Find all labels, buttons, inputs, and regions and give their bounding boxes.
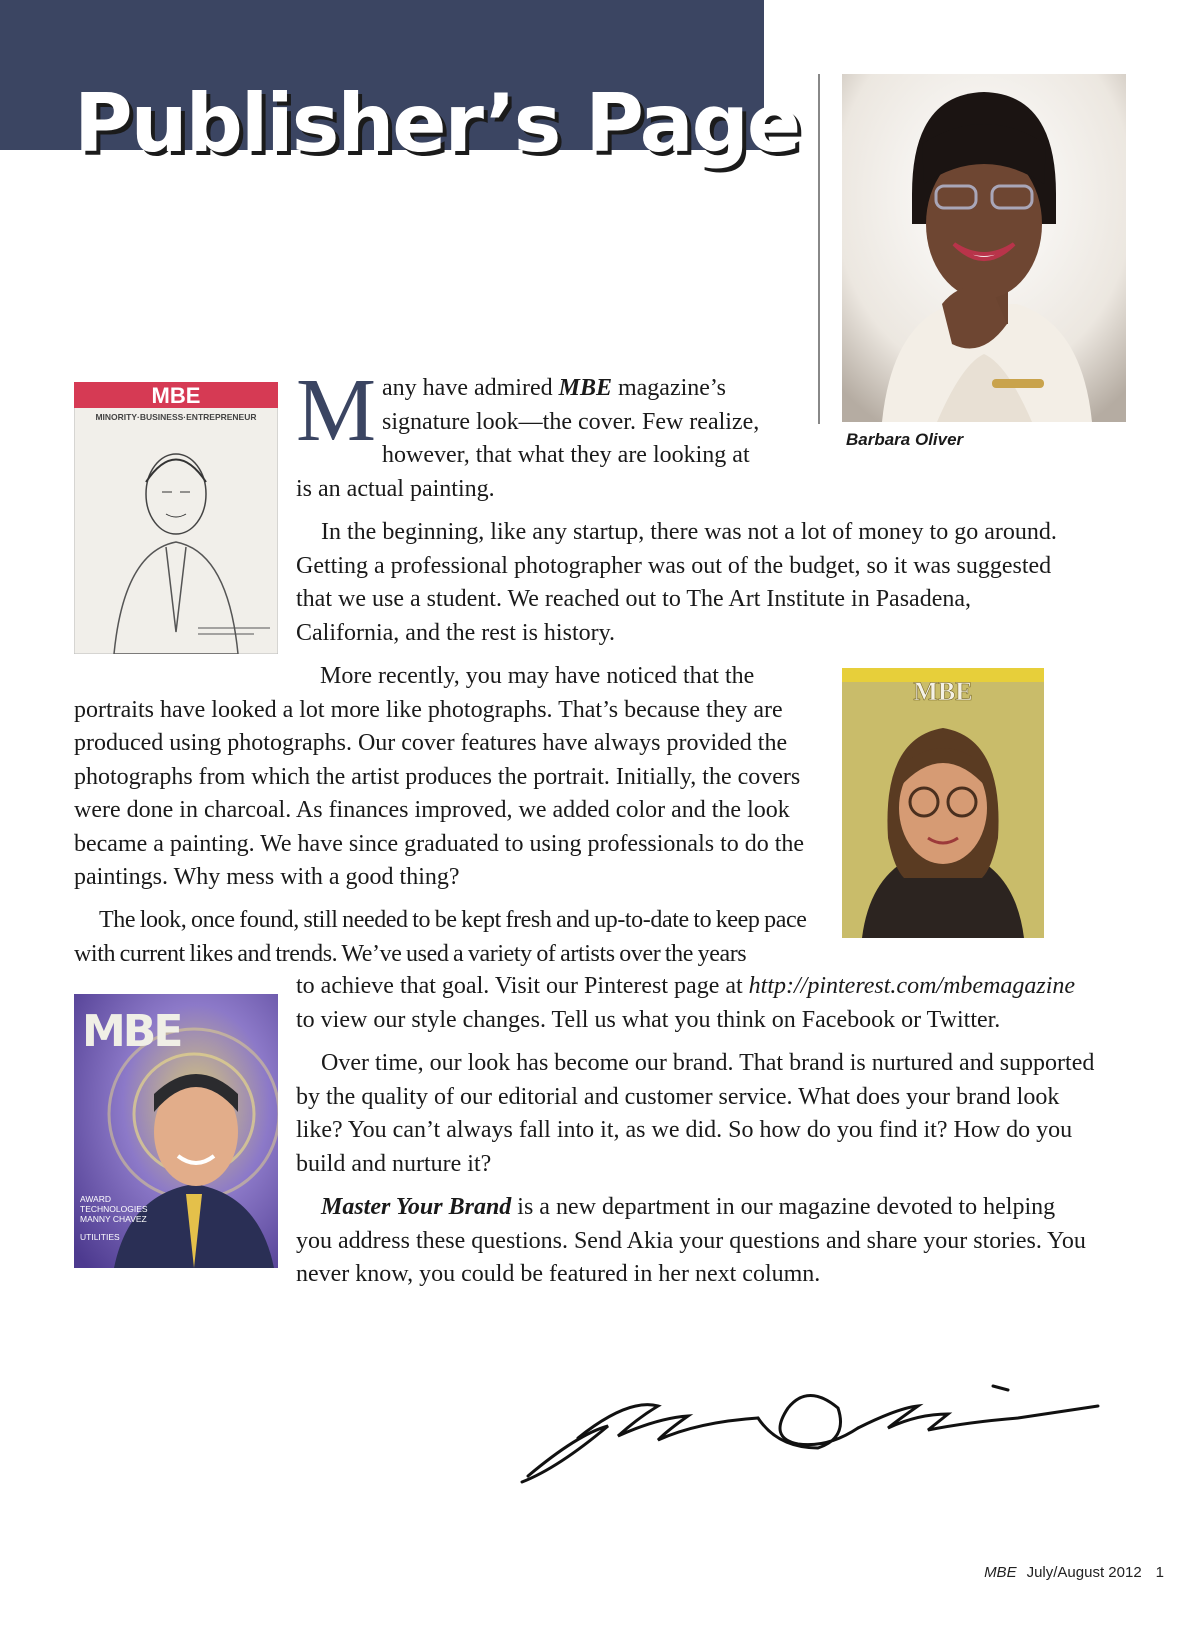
publisher-signature — [518, 1378, 1106, 1498]
publisher-portrait — [842, 74, 1126, 422]
cover-image-painting — [842, 668, 1044, 938]
page-title: Publisher’s Page — [74, 77, 800, 170]
page-number: 1 — [1155, 1564, 1164, 1581]
cover1-tagline: MINORITY·BUSINESS·ENTREPRENEUR — [95, 412, 257, 422]
article-paragraph-5: Over time, our look has become our brand. That brand is nurtured and supported by the quality of our editorial and customer service. What does your brand look like? You can’t always fall into it, as we did. So how do you find it? How do you build and nurture it? — [296, 1050, 1095, 1177]
photo-divider — [818, 74, 820, 424]
pinterest-link[interactable]: http://pinterest.com/mbemagazine — [748, 973, 1076, 999]
article-paragraph-6: Master Your Brand is a new department in our magazine devoted to helping you address these questions. Send Akia your questions and share your stories. You never know, you could be featured in her next column. — [296, 1194, 1086, 1287]
drop-cap: M — [296, 361, 377, 460]
cover3-line-4: UTILITIES — [80, 1232, 120, 1242]
article-paragraph-4a: The look, once found, still needed to be kept fresh and up-to-date to keep pace with current likes and trends. We’ve used a variety of artists over the years — [74, 907, 807, 967]
footer-issue: July/August 2012 — [1026, 1564, 1142, 1581]
mbe-emphasis: MBE — [558, 375, 612, 401]
cover3-line-1: AWARD — [80, 1194, 112, 1204]
article-paragraph-3: More recently, you may have noticed that the portraits have looked a lot more like photographs. That’s because they are produced using photographs. Our cover features have always provided the photographs from which the artist produces the portrait. Initially, the covers were done in charcoal. As finances improved, we added color and the look became a painting. We have since graduated to using professionals to do the paintings. Why mess with a good thing? — [74, 663, 805, 890]
article-paragraph-2: In the beginning, like any startup, there was not a lot of money to go around. Getting a professional photographer was out of the budget, so it was suggested that we use a student. We reached out to The Art Institute in Pasadena, California, and the rest is history. — [296, 519, 1057, 646]
cover2-masthead: MBE — [913, 677, 973, 706]
photo-caption: Barbara Oliver — [846, 430, 964, 449]
cover-image-charcoal — [74, 382, 278, 654]
page-footer — [984, 1564, 1164, 1581]
footer-magazine: MBE — [984, 1564, 1017, 1581]
article-paragraph-4b: to achieve that goal. Visit our Pinterest page at http://pinterest.com/mbemagazine to view our style changes. Tell us what you think on Facebook or Twitter. — [296, 973, 1076, 1033]
cover3-line-3: MANNY CHAVEZ — [80, 1214, 147, 1224]
cover-image-color — [74, 994, 278, 1268]
department-name: Master Your Brand — [321, 1194, 512, 1220]
article-paragraph-1: Many have admired MBE magazine’s signature look—the cover. Few realize, however, that what they are looking at is an actual painting. — [296, 361, 760, 502]
article-body-continued — [296, 970, 1096, 1302]
cover1-masthead: MBE — [151, 383, 201, 408]
cover3-line-2: TECHNOLOGIES — [80, 1204, 148, 1214]
cover3-masthead: MBE — [82, 1006, 181, 1057]
